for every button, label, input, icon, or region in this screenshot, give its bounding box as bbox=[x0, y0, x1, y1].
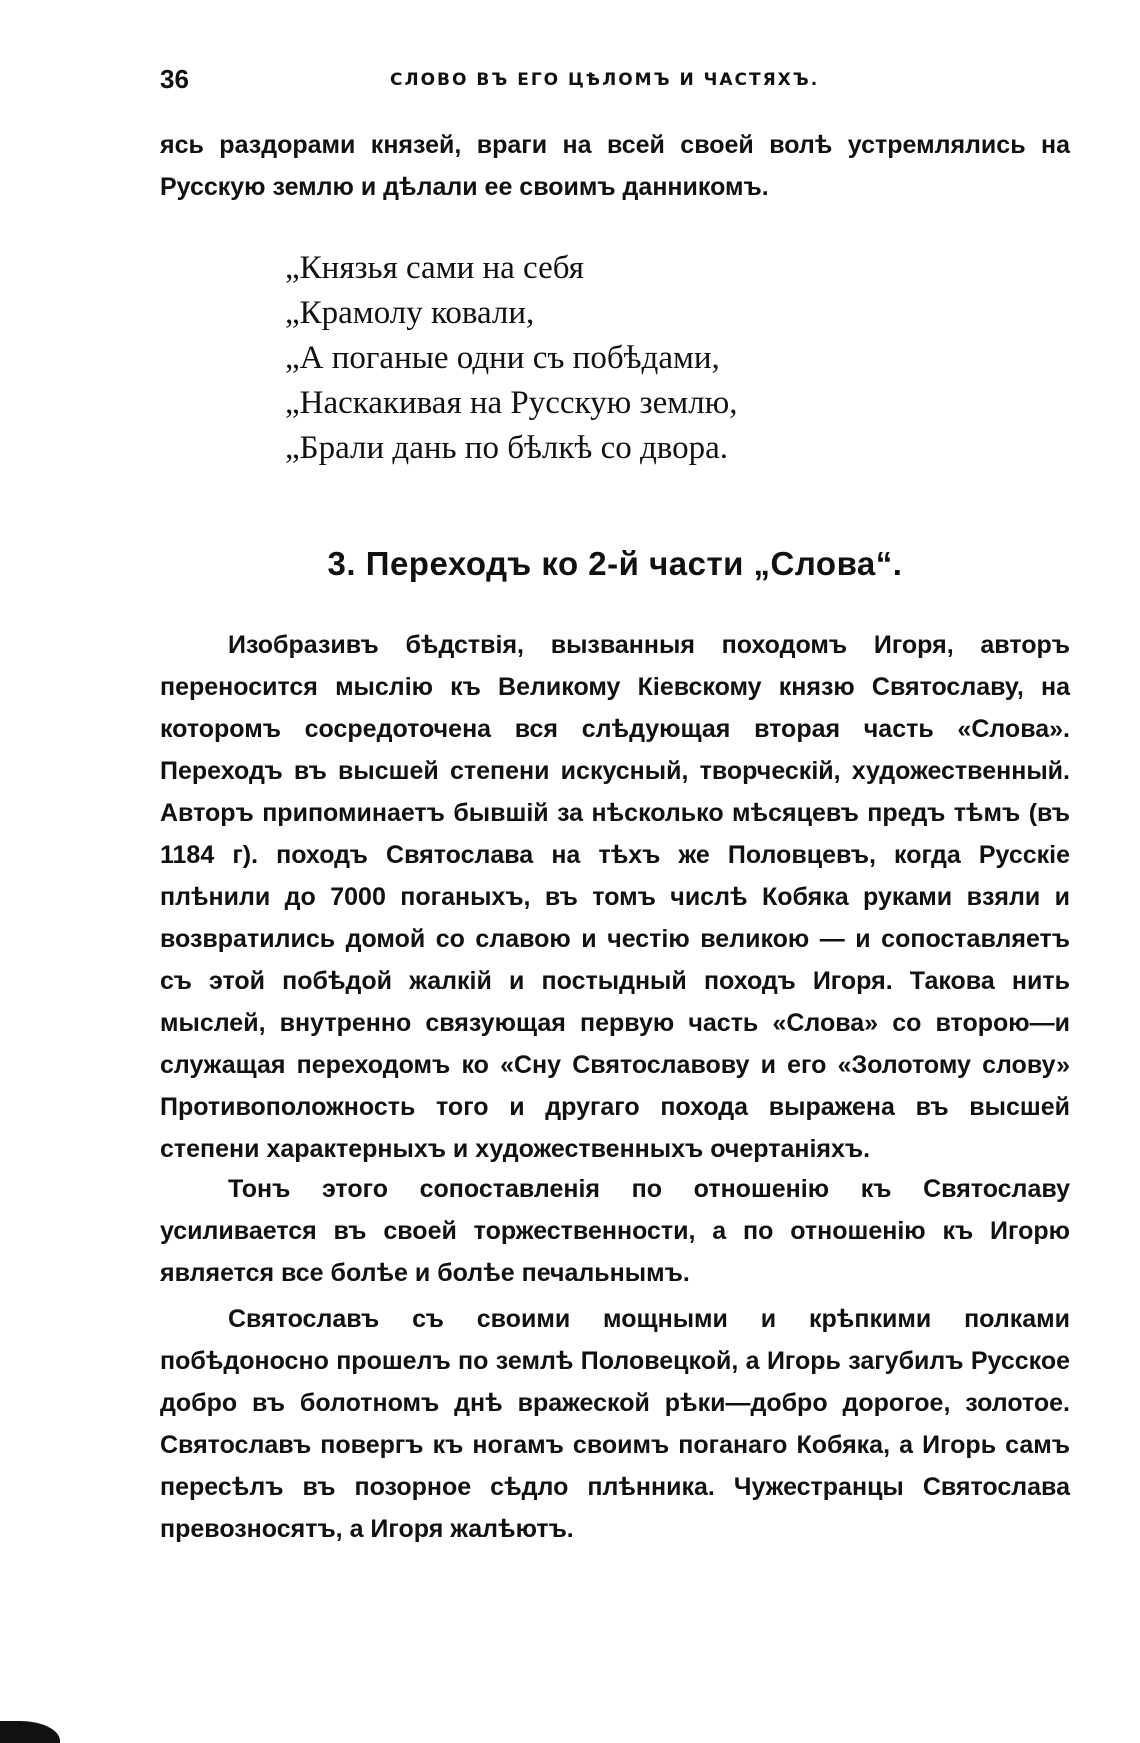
poem-line: „Наскакивая на Русскую землю, bbox=[285, 385, 738, 421]
poem-line: „Брали дань по бѣлкѣ со двора. bbox=[285, 430, 729, 466]
running-head: СЛОВО ВЪ ЕГО ЦѢЛОМЪ И ЧАСТЯХЪ. bbox=[390, 70, 820, 90]
poem-quotation bbox=[285, 246, 737, 471]
page-header bbox=[160, 64, 1070, 104]
section-heading: 3. Переходъ ко 2-й части „Слова“. bbox=[327, 545, 903, 582]
poem-line: „Крамолу ковали, bbox=[285, 295, 535, 331]
poem-line: „А поганые одни съ побѣдами, bbox=[285, 340, 720, 376]
poem-line: „Князья сами на себя bbox=[285, 250, 584, 286]
paragraph-transition: Изобразивъ бѣдствія, вызванныя походомъ Игоря, авторъ переносится мыслію къ Великому Кіевскому князю Святославу, на которомъ сосредоточена вся слѣдующая вторая часть «Слова». Переходъ въ высшей степени искусный, творческій, художественный. Авторъ припоминаетъ бывшій за нѣсколько мѣсяцевъ предъ тѣмъ (въ 1184 г). походъ Святослава на тѣхъ же Половцевъ, когда Русскіе плѣнили до 7000 поганыхъ, въ томъ числѣ Кобяка руками взяли и возвратились домой со славою и честію великою — и сопоставляетъ съ этой побѣдой жалкій и постыдный походъ Игоря. Такова нить мыслей, внутренно связующая первую часть «Слова» со второю—и служащая переходомъ ко «Сну Святославову и его «Золотому слову» Противоположность того и другаго похода выражена въ высшей степени характерныхъ и художественныхъ очертаніяхъ. bbox=[160, 631, 1070, 1163]
scan-smudge bbox=[0, 1721, 60, 1743]
paragraph-continuation: ясь раздорами князей, враги на всей своей волѣ устремлялись на Русскую землю и дѣлали ее своимъ данникомъ. bbox=[160, 131, 1070, 201]
paragraph-tone: Тонъ этого сопоставленія по отношенію къ Святославу усиливается въ своей торжественности, а по отношенію къ Игорю является все болѣе и болѣе печальнымъ. bbox=[160, 1175, 1070, 1287]
page-number: 36 bbox=[160, 64, 189, 94]
paragraph-contrast: Святославъ съ своими мощными и крѣпкими полками побѣдоносно прошелъ по землѣ Половецкой, а Игорь загубилъ Русское добро въ болотномъ днѣ вражеской рѣки—добро дорогое, золотое. Святославъ повергъ къ ногамъ своимъ поганаго Кобяка, а Игорь самъ пересѣлъ въ позорное сѣдло плѣнника. Чужестранцы Святослава превозносятъ, а Игоря жалѣютъ. bbox=[160, 1305, 1070, 1543]
